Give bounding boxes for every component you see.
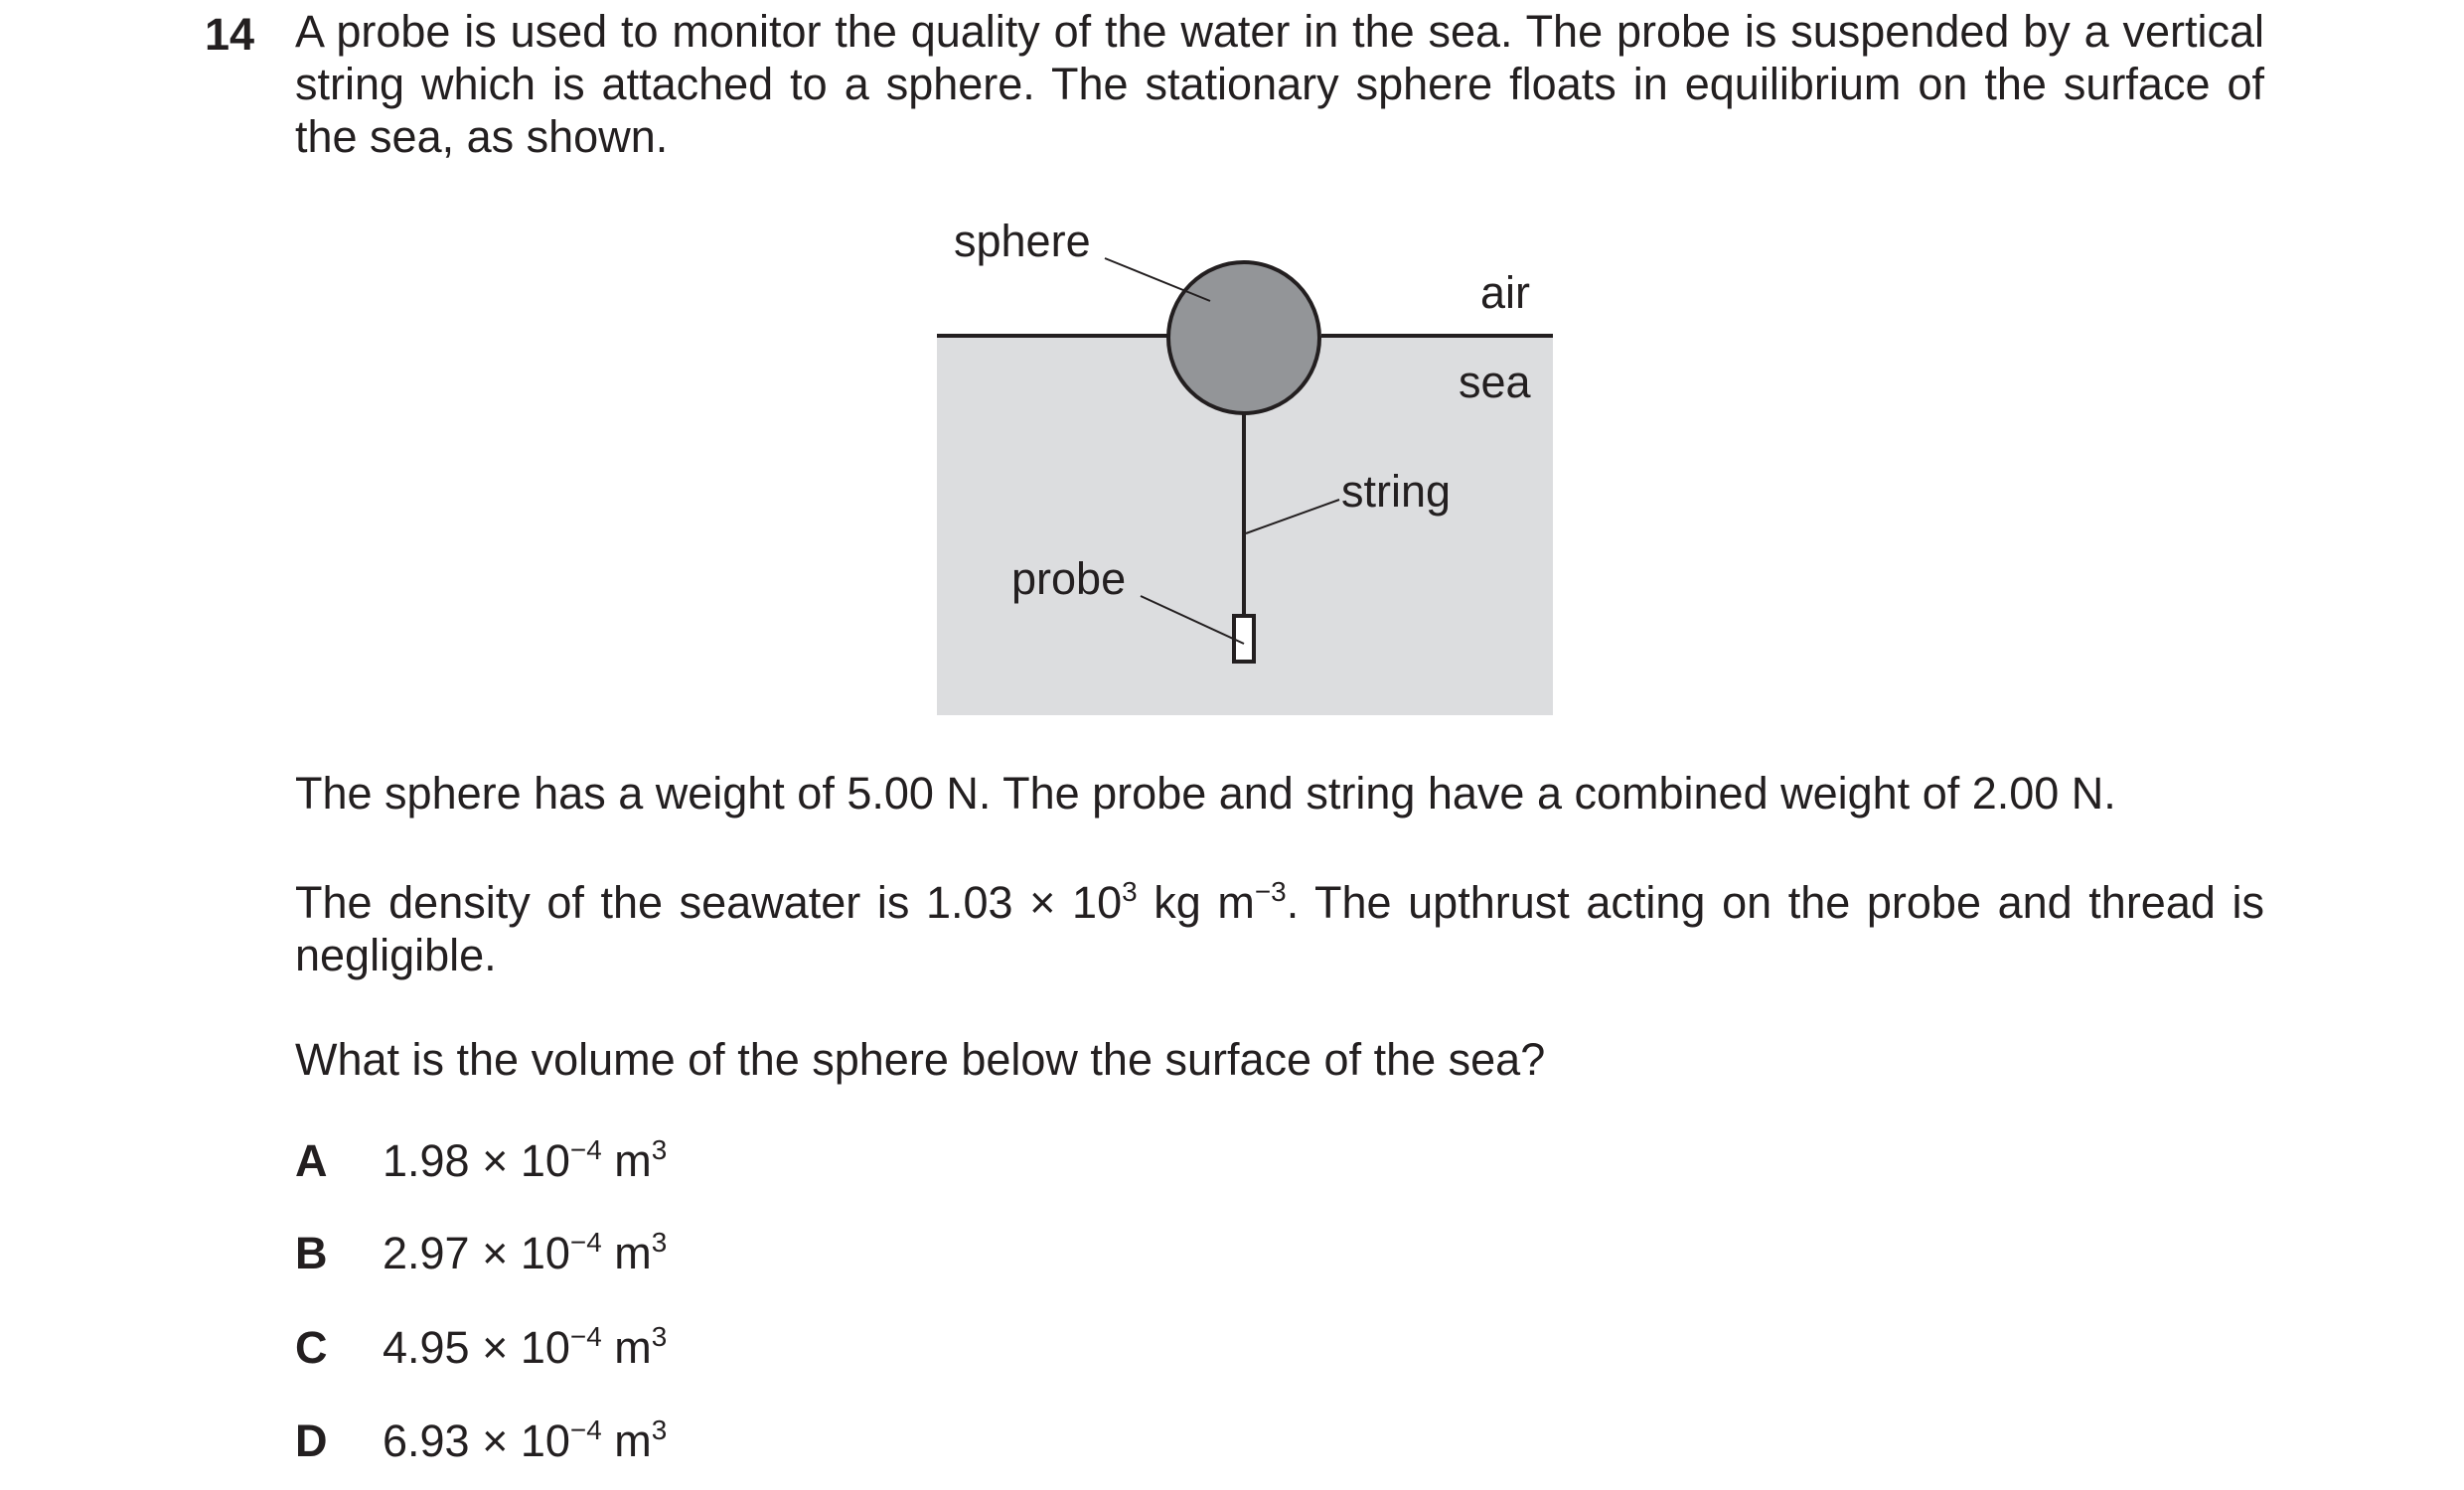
- option-a[interactable]: [295, 1134, 667, 1187]
- sea-label: sea: [1459, 357, 1531, 407]
- option-unit-exponent: 3: [651, 1133, 668, 1165]
- density-text-start: The density of the seawater is 1.03 × 10: [295, 877, 1123, 928]
- option-letter: D: [295, 1416, 328, 1466]
- option-d[interactable]: [295, 1415, 667, 1467]
- sphere-shape: [1168, 262, 1319, 413]
- density-unit-exponent: −3: [1254, 875, 1287, 907]
- option-unit: m: [601, 1228, 652, 1278]
- sphere-label: sphere: [954, 216, 1091, 266]
- option-unit-exponent: 3: [651, 1414, 668, 1445]
- option-b[interactable]: [295, 1227, 667, 1279]
- air-label: air: [1480, 267, 1531, 318]
- question-intro: A probe is used to monitor the quality of the water in the sea. The probe is suspended by a vertical string which is attached to a sphere. The stationary sphere floats in equilibrium on the surface of the sea, as shown.: [295, 6, 2264, 162]
- option-exponent: −4: [569, 1320, 602, 1352]
- question-prompt: What is the volume of the sphere below the surface of the sea?: [295, 1034, 1546, 1085]
- density-text-end: . The upthrust acting on the probe and thread is negligible.: [295, 877, 2265, 980]
- option-unit-exponent: 3: [651, 1320, 668, 1352]
- question-weights: The sphere has a weight of 5.00 N. The probe and string have a combined weight of 2.00 N.: [295, 768, 2116, 819]
- option-letter: B: [295, 1228, 328, 1278]
- option-exponent: −4: [569, 1133, 602, 1165]
- option-letter: C: [295, 1322, 328, 1373]
- option-unit: m: [601, 1322, 652, 1373]
- option-unit-exponent: 3: [651, 1226, 668, 1258]
- option-value: 1.98 × 10: [383, 1135, 570, 1186]
- option-exponent: −4: [569, 1414, 602, 1445]
- probe-label: probe: [1011, 553, 1127, 604]
- option-unit: m: [601, 1416, 652, 1466]
- question-density: [295, 876, 2264, 981]
- option-letter: A: [295, 1135, 328, 1186]
- probe-shape: [1234, 616, 1254, 662]
- option-exponent: −4: [569, 1226, 602, 1258]
- option-value: 4.95 × 10: [383, 1322, 570, 1373]
- density-exponent: 3: [1122, 875, 1138, 907]
- density-unit: kg m: [1137, 877, 1255, 928]
- option-value: 6.93 × 10: [383, 1416, 570, 1466]
- option-value: 2.97 × 10: [383, 1228, 570, 1278]
- option-c[interactable]: [295, 1321, 667, 1374]
- string-label: string: [1341, 466, 1452, 517]
- option-unit: m: [601, 1135, 652, 1186]
- question-number: 14: [205, 9, 255, 60]
